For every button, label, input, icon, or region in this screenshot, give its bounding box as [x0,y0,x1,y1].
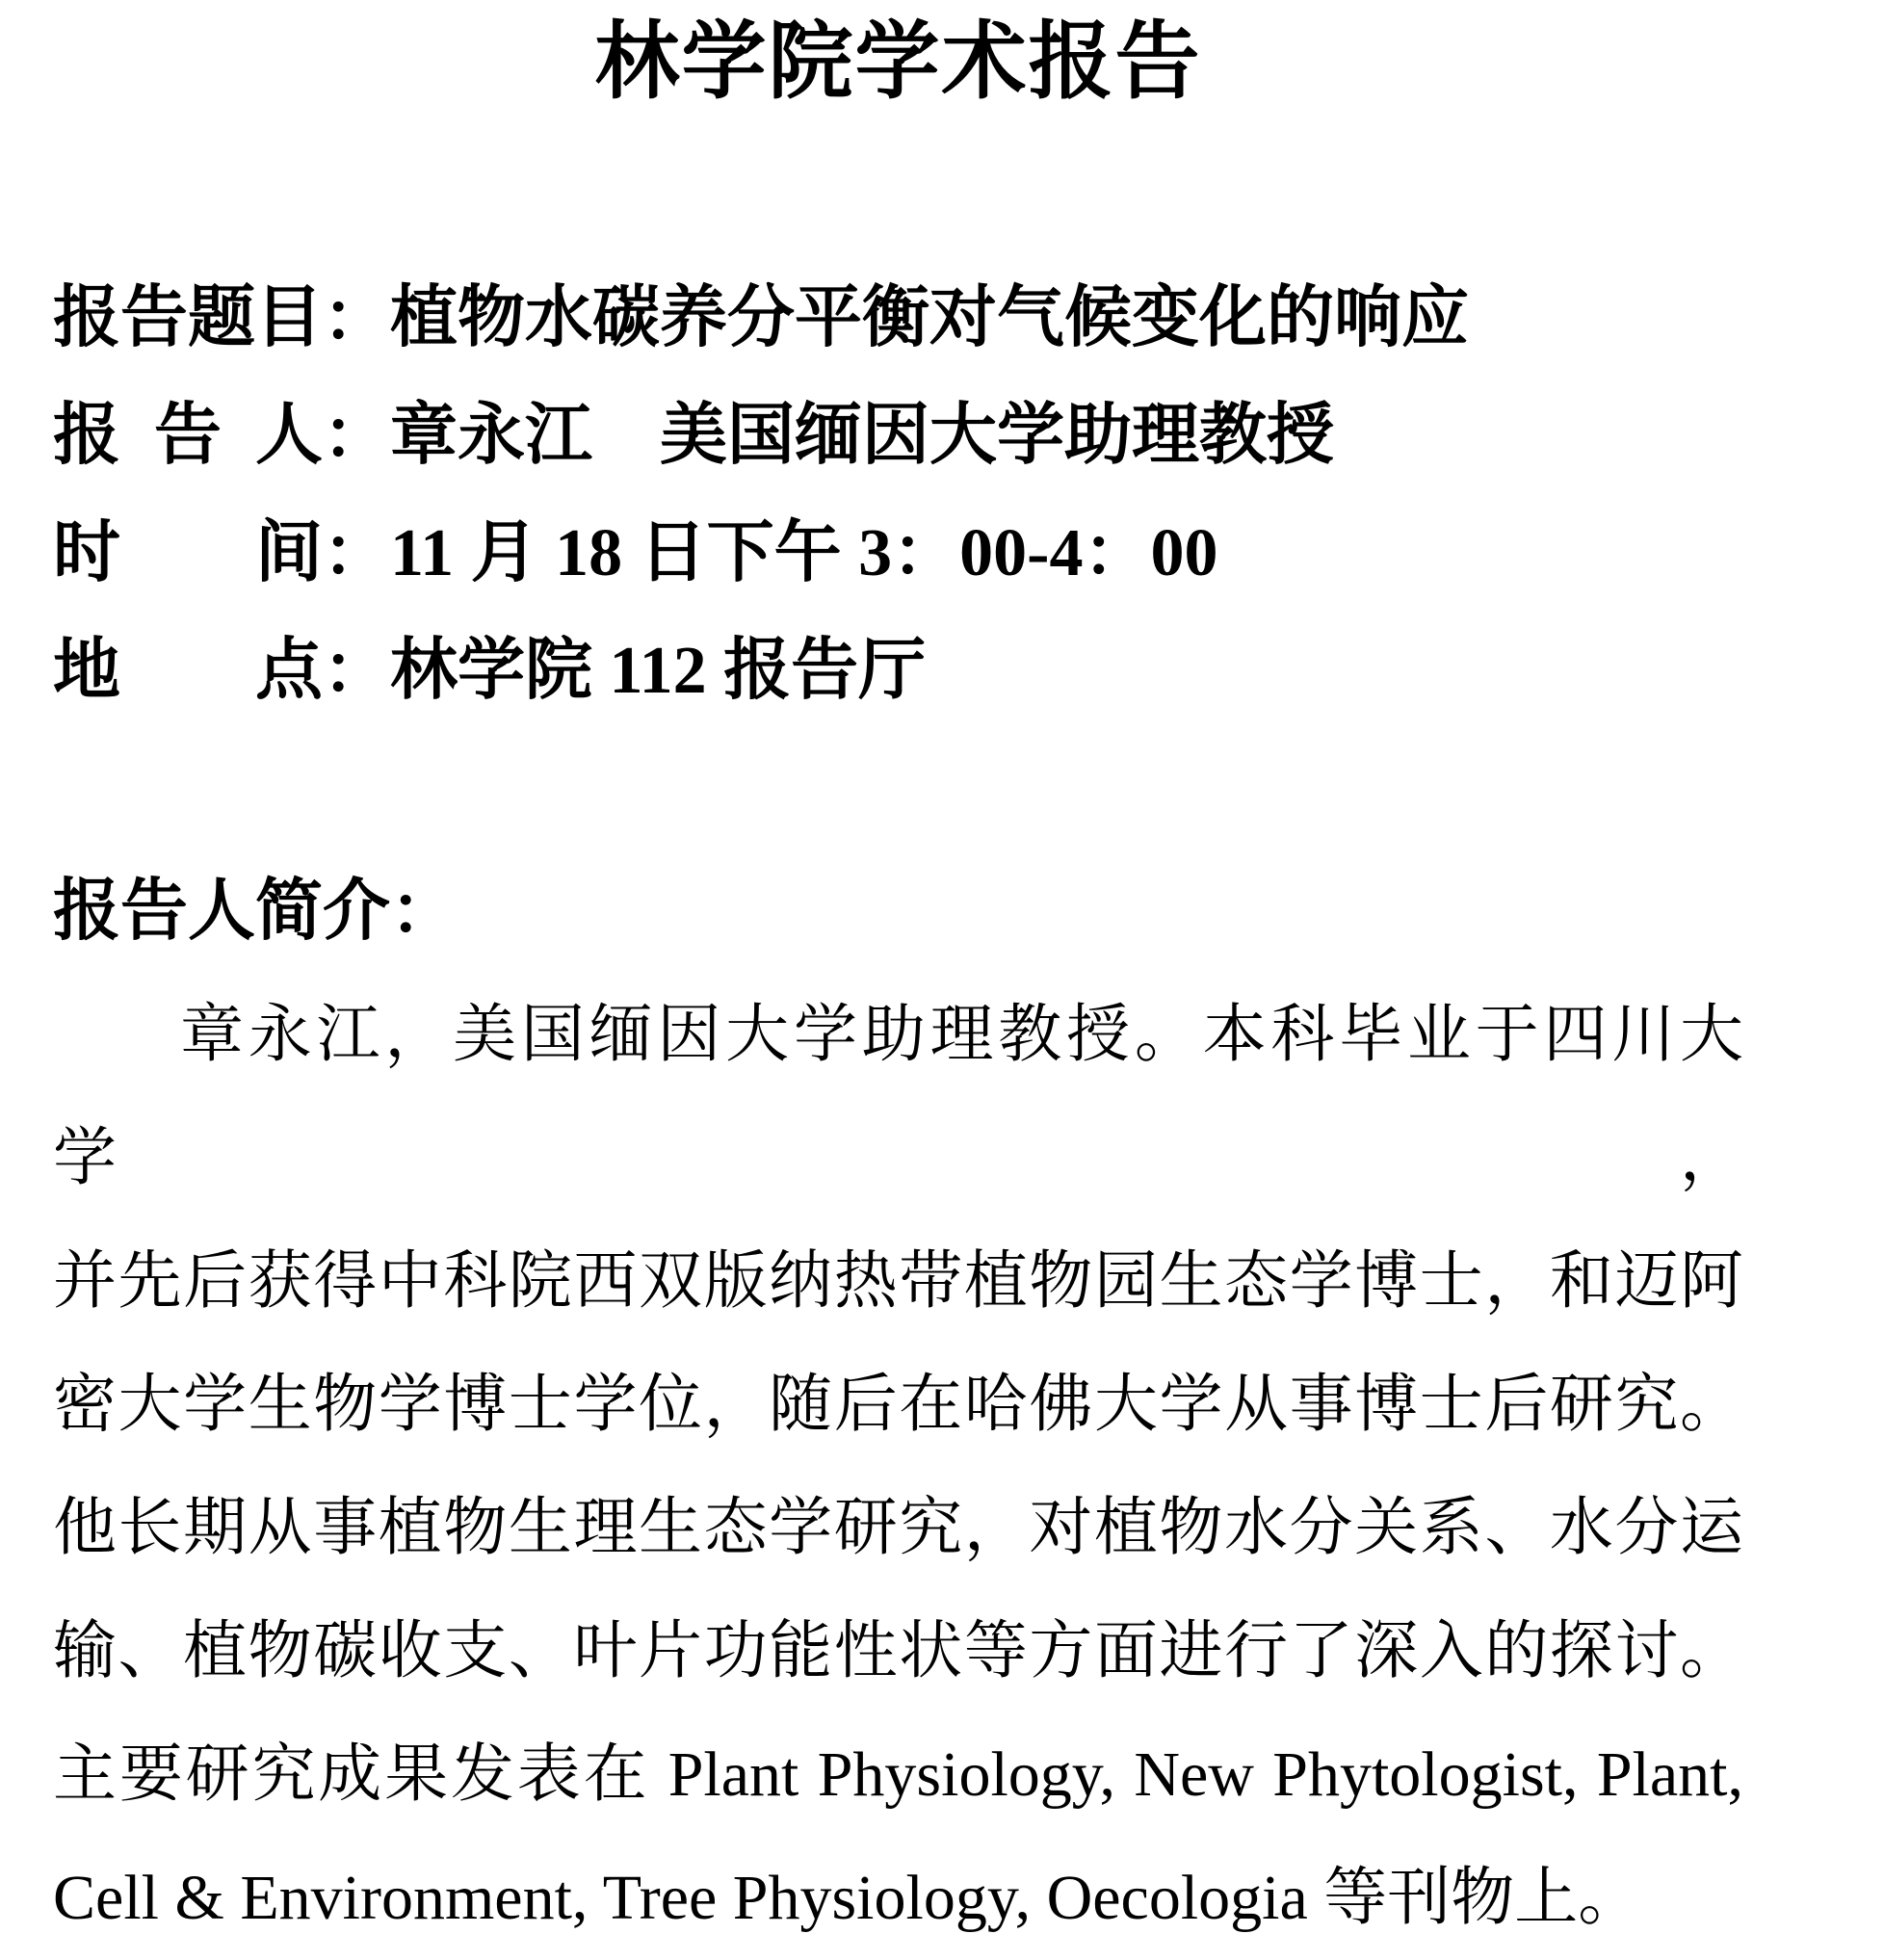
bio-paragraph-line-6: 主要研究成果发表在 Plant Physiology, New Phytologist, Plant, [53,1739,1743,1810]
bio-paragraph-line-4: 他长期从事植物生理生态学研究，对植物水分关系、水分运 [53,1493,1743,1563]
bio-paragraph-line-1: 章永江，美国缅因大学助理教授。本科毕业于四川大学， [53,1000,1743,1193]
speaker-label: 报 告 人： [53,399,390,473]
info-line-location [53,613,1743,730]
bio-section-heading: 报告人简介： [53,875,458,949]
seminar-info-block [53,260,1743,730]
time-label: 时 间： [53,516,390,590]
report-topic-label: 报告题目： [53,281,390,355]
location-label: 地 点： [53,634,390,708]
info-line-speaker [53,378,1743,495]
bio-paragraph-line-3: 密大学生物学博士学位，随后在哈佛大学从事博士后研究。 [53,1370,1743,1440]
bio-paragraph-line-7: Cell & Environment, Tree Physiology, Oecologia 等刊物上。 [53,1863,1642,1933]
document-title: 林学院学术报告 [594,16,1202,110]
report-topic-value: 植物水碳养分平衡对气候变化的响应 [390,281,1469,355]
speaker-value: 章永江 美国缅因大学助理教授 [390,399,1334,473]
info-line-time [53,495,1743,613]
info-line-report-topic [53,260,1743,378]
time-value: 11 月 18 日下午 3：00-4：00 [390,516,1218,590]
bio-paragraph-line-2: 并先后获得中科院西双版纳热带植物园生态学博士，和迈阿 [53,1246,1743,1317]
bio-paragraph [53,974,1743,1960]
location-value: 林学院 112 报告厅 [390,634,927,708]
bio-paragraph-line-5: 输、植物碳收支、叶片功能性状等方面进行了深入的探讨。 [53,1616,1743,1686]
